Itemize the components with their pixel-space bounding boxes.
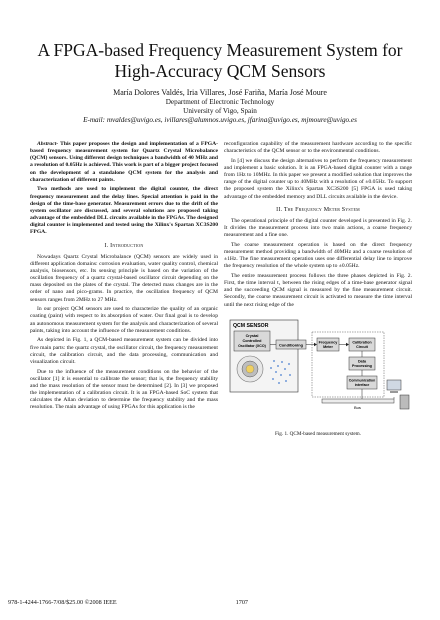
- figure-1: [224, 317, 412, 429]
- data-processing-label-2: Processing: [352, 363, 372, 368]
- university: University of Vigo, Spain: [183, 107, 257, 115]
- xco-label-2: Controlled: [242, 338, 262, 343]
- qcm-block-diagram: [224, 317, 412, 425]
- abstract-label: Abstract-: [37, 141, 59, 147]
- xco-label-1: Crystal: [245, 333, 259, 338]
- pc-monitor-icon: [387, 380, 401, 390]
- abstract-text: This paper proposes the design and implementation of a FPGA-based frequency measurement system for Quartz Crystal Microbalance (QCM) sensors. Using different design techniques a bandwidth of 40 MHz and a resolution of 0.05Hz is achieved. This work is part of a bigger project focused on the development of a standalone QCM system for the analysis and characterization of different paints.: [30, 141, 218, 183]
- bus-label: Bus: [354, 404, 361, 410]
- intro-paragraph-1: Nowadays Quartz Crystal Microbalance (QCM) sensors are widely used in different application domains: corrosion evaluation, water quality control, chemical analysis, biosensors, etc. Its sensing principle is based on the variation of the oscillation frequency of a quartz crystal-based oscillator circuit depending on the mass deposited on the plates of the crystal. The detected mass changes are in the order of nano and pico-grams. In practice, the oscillation frequency of QCM sensors ranges from 2MHz to 27 MHz.: [30, 253, 218, 303]
- conditioning-label: Conditioning: [279, 342, 303, 348]
- abstract-paragraph-2: Two methods are used to implement the digital counter, the direct frequency measurement and the delay lines. Special attention is paid in the design of the time-base generator. Measurement errors due to the drift of the system oscillator are discussed, and several solutions are proposed taking advantage of the embedded DLL circuits available in the FPGAs. The designed digital counter is implemented and tested using the Xilinx's Spartan XC3S200 FPGA.: [30, 186, 218, 236]
- frequency-meter-label-2: Meter: [323, 344, 333, 349]
- author-block: [20, 88, 420, 125]
- left-column: [30, 141, 218, 414]
- title-line-1: A FPGA-based Frequency Measurement System for: [37, 40, 403, 60]
- right-column: [224, 141, 412, 438]
- email-line: E-mail: mvaldes@uvigo.es, ivillares@alumnos.uvigo.es, jfarina@uvigo.es, mjmoure@uvigo.es: [83, 116, 357, 124]
- communication-label-1: Communication: [348, 378, 376, 383]
- arrowhead-calibration: [346, 343, 349, 346]
- section-heading-introduction: I. Introduction: [104, 242, 144, 249]
- communication-label-2: interface: [354, 382, 370, 387]
- right-paragraph-1: reconfiguration capability of the measurement hardware according to the specific characteristics of the QCM sensor or to the environmental conditions.: [224, 141, 412, 155]
- data-processing-label-1: Data: [358, 359, 366, 364]
- sensor-label: QCM SENSOR: [233, 322, 269, 329]
- pc-tower-icon: [400, 395, 409, 409]
- xco-label-3: Oscillator (XCO): [238, 343, 266, 348]
- title-line-2: High-Accuracy QCM Sensors: [114, 61, 326, 81]
- page-number: 1707: [235, 599, 248, 606]
- pc-stand-icon: [390, 391, 398, 393]
- paper-title: [20, 40, 420, 82]
- arrowhead-meter: [314, 343, 317, 346]
- page-footer: [8, 599, 428, 606]
- calibration-label-2: Circuit: [356, 344, 368, 349]
- abstract: [30, 141, 218, 184]
- section-heading-frequency-meter: II. The Frequency Meter System: [276, 206, 360, 213]
- intro-paragraph-4: Due to the influence of the measurement conditions on the behavior of the oscillator [1] it is essential to calibrate the sensor; that is, the frequency stability and the mass resolution of the sensor must be determined [2]. In [3] we proposed the implementation of a calibration circuit. It is an FPGA-based SoC system that calculates the Allan deviation to determine the frequency stability and the mass resolution. The main advantage of using FPGAs for this application is the: [30, 368, 218, 411]
- footer-copyright: 978-1-4244-1766-7/08/$25.00 ©2008 IEEE: [8, 599, 117, 606]
- crystal-disc-center: [246, 365, 254, 373]
- calibration-label-1: Calibration: [352, 340, 372, 345]
- frequency-meter-label-1: Frequency: [318, 340, 338, 345]
- intro-paragraph-3: As depicted in Fig. 1, a QCM-based measurement system can be divided into five main parts: the quartz crystal, the oscillator circuit, the frequency measurement circuit, the calibration circuit, and the data processing, communication and visualization circuit.: [30, 337, 218, 365]
- bus-bar: [322, 399, 394, 403]
- author-names: María Dolores Valdés, Iria Villares, José Fariña, María José Moure: [113, 88, 327, 97]
- right-paragraph-4: The coarse measurement operation is based on the direct frequency measurement method providing a bandwidth of 40MHz and a coarse resolution of ±1Hz. The fine measurement operation uses one differential delay line to improve the frequency resolution of the whole system up to ±0.05Hz.: [224, 241, 412, 270]
- department: Department of Electronic Technology: [165, 98, 275, 106]
- right-paragraph-2: In [4] we discuss the design alternatives to perform the frequency measurement and implement a basic solution. It is an FPGA-based digital counter with a range from 1Hz to 10MHz. In this paper we present a modified solution that improves the range of the digital counter up to 40MHz with a resolution of ±0.05Hz. To support the proposed system the Xilinx's Spartan XC3S200 [5] FPGA is used taking advantage of the embedded memory and DLL circuits available in the device.: [224, 157, 412, 200]
- intro-paragraph-2: In our project QCM sensors are used to characterize the quality of an organic coating (paint) with respect to its absorption of water. Our final goal is to develop an autonomous measurement system for the analysis and characterization of several paints, taking into account the influence of the measurement conditions.: [30, 306, 218, 334]
- figure-caption: Fig. 1. QCM-based measurement system.: [274, 430, 361, 437]
- right-paragraph-3: The operational principle of the digital counter developed is presented in Fig. 2. It divides the measurement process into two main actions, a coarse frequency measurement and a fine one.: [224, 217, 412, 239]
- right-paragraph-5: The entire measurement process follows the three phases depicted in Fig. 2. First, the time interval t₁ between the rising edges of a time-base generator signal and the succeeding QCM signal is measured by the fine measurement circuit. Secondly, the coarse measurement circuit is activated to measure the time interval until the next rising edge of the: [224, 273, 412, 308]
